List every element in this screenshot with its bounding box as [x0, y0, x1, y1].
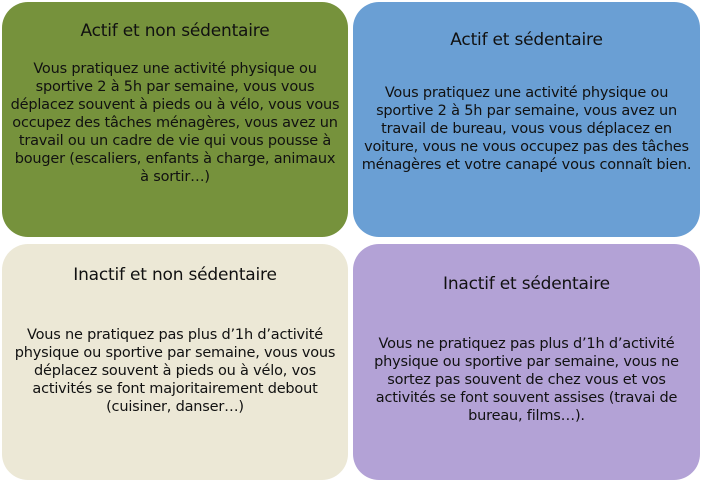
quadrant-title: Actif et non sédentaire: [80, 21, 270, 41]
quadrant-title: Inactif et non sédentaire: [73, 265, 277, 285]
quadrant-description: Vous ne pratiquez pas plus d’1h d’activité physique ou sportive par semaine, vous ne sortez pas souvent de chez vous et vos activités se font souvent assises (travai de bureau, films…).: [374, 336, 679, 424]
quadrant-title: Inactif et sédentaire: [443, 274, 610, 294]
quadrant-title: Actif et sédentaire: [450, 30, 603, 50]
quadrant-inactive-non-sedentary: [2, 244, 348, 480]
quadrant-description: Vous ne pratiquez pas plus d’1h d’activité physique ou sportive par semaine, vous vous déplacez souvent à pieds ou à vélo, vos activités se font majoritairement debout (cuisiner, danser…): [14, 327, 336, 415]
quadrant-active-non-sedentary: [2, 2, 348, 237]
quadrant-description: Vous pratiquez une activité physique ou sportive 2 à 5h par semaine, vous vous déplacez souvent à pieds ou à vélo, vous vous occupez des tâches ménagères, vous avez un travail ou un cadre de vie qui vous pousse à bouger (escaliers, enfants à charge, animaux à sortir…): [10, 61, 340, 185]
quadrant-inactive-sedentary: [353, 244, 700, 480]
quadrant-active-sedentary: [353, 2, 700, 237]
quadrant-description: Vous pratiquez une activité physique ou sportive 2 à 5h par semaine, vous avez un travail de bureau, vous vous déplacez en voiture, vous ne vous occupez pas des tâches ménagères et votre canapé vous connaît bien.: [361, 85, 692, 173]
